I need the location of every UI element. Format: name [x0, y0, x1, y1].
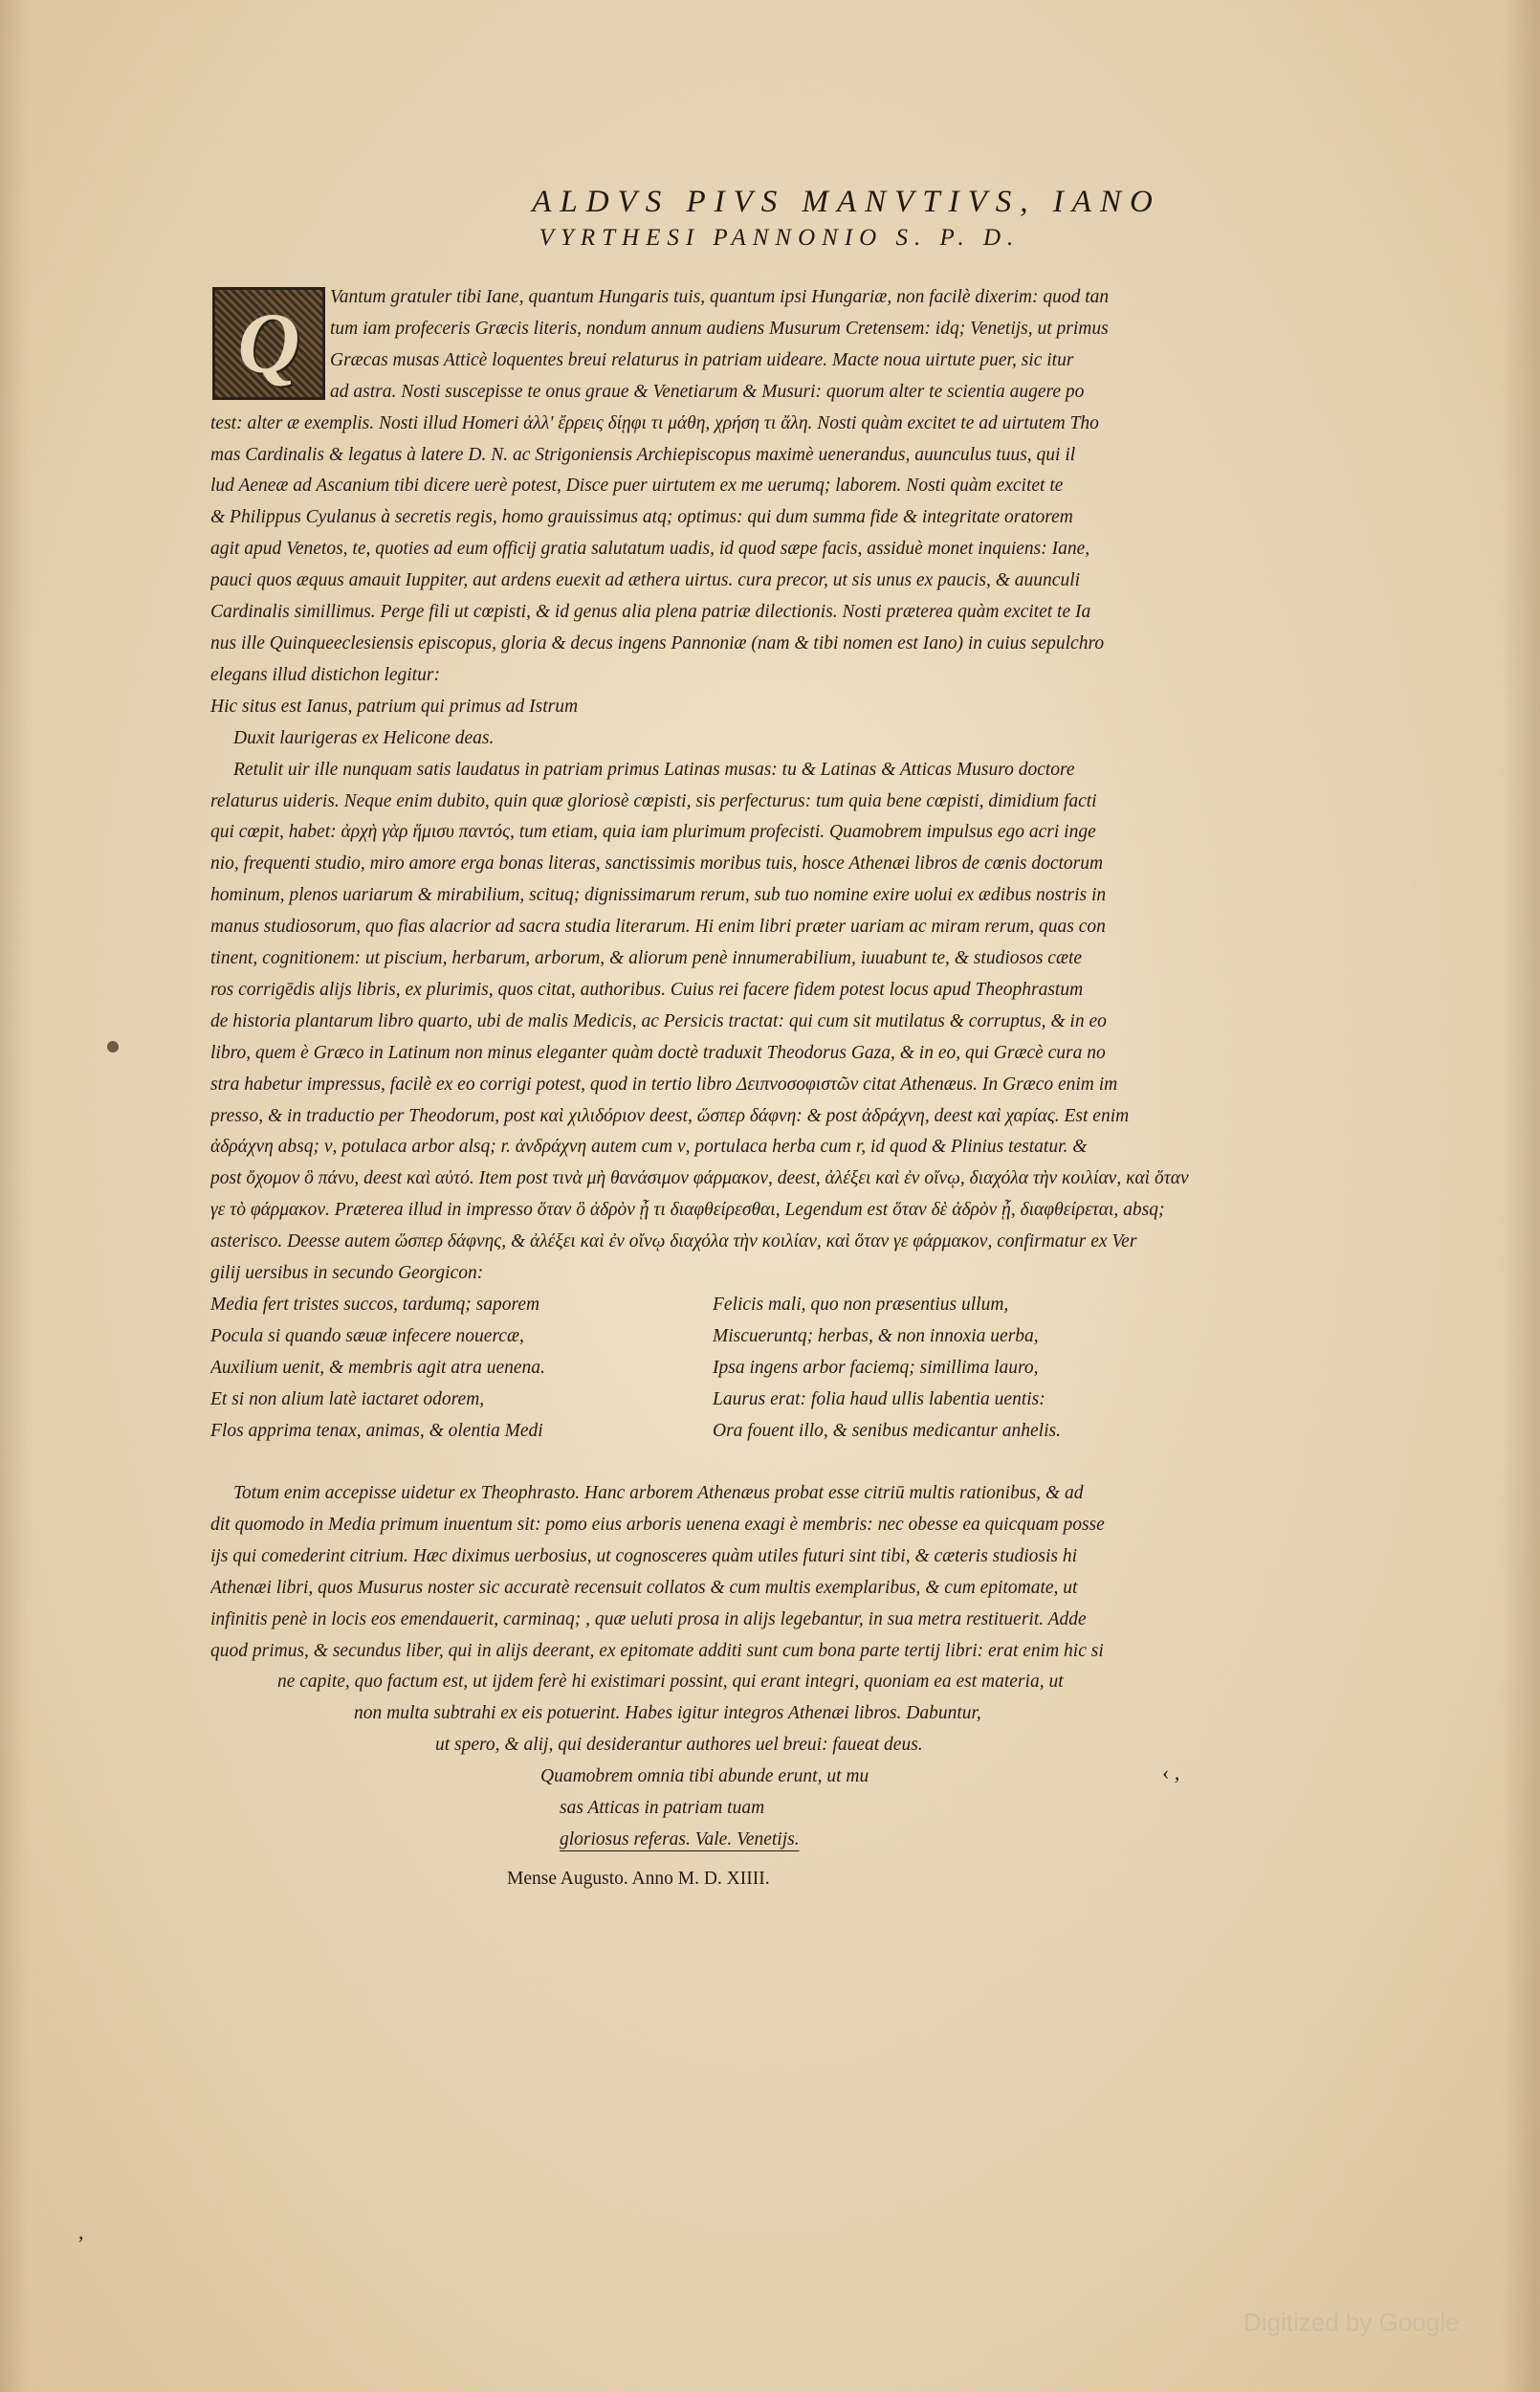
- text-line: hominum, plenos uariarum & mirabilium, scituq; dignissimarum rerum, sub tuo nomine exire uolui ex ædibus nostris in: [210, 885, 1107, 906]
- watermark: Digitized by Google: [1243, 2308, 1460, 2337]
- verse-line: Ipsa ingens arbor faciemq; simillima lauro,: [713, 1357, 1039, 1378]
- text-line: Totum enim accepisse uidetur ex Theophrasto. Hanc arborem Athenæus probat esse citriū multis rationibus, & ad: [233, 1483, 1084, 1503]
- dateline: Mense Augusto. Anno M. D. XIIII.: [507, 1868, 770, 1889]
- epitaph-line: Duxit laurigeras ex Helicone deas.: [233, 727, 495, 748]
- drop-cap-letter: Q: [237, 296, 300, 391]
- text-line: Retulit uir ille nunquam satis laudatus in patriam primus Latinas musas: tu & Latinas & Atticas Musuro doctore: [233, 759, 1075, 780]
- epitaph-line: Hic situs est Ianus, patrium qui primus ad Istrum: [210, 696, 579, 717]
- text-line: qui cœpit, habet: ἀρχὴ γὰρ ἥμισυ παντός, tum etiam, quia iam plurimum profecisti. Quamobrem impulsus ego acri inge: [210, 822, 1096, 843]
- text-line: non multa subtrahi ex eis potuerint. Habes igitur integros Athenæi libros. Dabuntur,: [354, 1703, 981, 1724]
- text-line: manus studiosorum, quo fias alacrior ad sacra studia literarum. Hi enim libri præter uariam ac miram rerum, quas con: [210, 917, 1106, 938]
- text-line: dit quomodo in Media primum inuentum sit: pomo eius arboris uenena exagi è membris: nec obesse ea quicquam posse: [210, 1514, 1105, 1535]
- heading-line-1: ALDVS PIVS MANVTIVS, IANO: [532, 185, 1161, 219]
- page-edge-left: [0, 0, 29, 2392]
- text-line: infinitis penè in locis eos emendauerit, carminaq; , quæ ueluti prosa in alijs legebantur, in sua metra restituerit. Adde: [210, 1608, 1087, 1629]
- text-line: presso, & in traductio per Theodorum, post καὶ χιλιδόριον deest, ὥσπερ δάφνη: & post ἀδράχνη, deest καὶ χαρίας. Est enim: [210, 1105, 1130, 1126]
- verse-line: Pocula si quando sæuæ infecere nouercæ,: [210, 1325, 524, 1346]
- verse-line: Media fert tristes succos, tardumq; saporem: [210, 1295, 540, 1315]
- text-line: elegans illud distichon legitur:: [210, 664, 440, 685]
- text-line: quod primus, & secundus liber, qui in alijs deerant, ex epitomate additi sunt cum bona parte tertij libri: erat enim hic si: [210, 1640, 1104, 1661]
- text-line: Græcas musas Atticè loquentes breui relaturus in patriam uideare. Macte noua uirtute puer, sic itur: [330, 349, 1074, 370]
- text-line: γε τὸ φάρμακον. Præterea illud in impresso ὅταν ὃ ἀδρὸν ᾖ τι διαφθείρεσθαι, Legendum est ὅταν δὲ ἀδρὸν ᾖ, διαφθείρεται, absq;: [210, 1200, 1165, 1221]
- text-line: ἀδράχνη absq; ν, potulaca arbor alsq; r. ἀνδράχνη autem cum ν, portulaca herba cum r, id quod & Plinius testatur. &: [210, 1137, 1088, 1158]
- verse-line: Miscueruntq; herbas, & non innoxia uerba,: [713, 1325, 1039, 1346]
- text-line: ros corrigēdis alijs libris, ex plurimis, quos citat, authoribus. Cuius rei facere fidem potest locus apud Theophrastum: [210, 979, 1084, 1000]
- verse-column-left: [210, 1290, 708, 1448]
- text-line: Athenæi libri, quos Musurus noster sic accuratè recensuit collatos & cum multis exemplaribus, & cum epitomate, ut: [210, 1577, 1078, 1598]
- text-line: ne capite, quo factum est, ut ijdem ferè hi existimari possint, qui erant integri, quoniam ea est materia, ut: [277, 1672, 1064, 1693]
- text-line: Cardinalis simillimus. Perge fili ut cœpisti, & id genus alia plena patriæ dilectionis. Nosti præterea quàm excitet te Ia: [210, 602, 1091, 623]
- text-line: ad astra. Nosti suscepisse te onus graue & Venetiarum & Musuri: quorum alter te scientia augere po: [330, 381, 1085, 402]
- verse-column-right: [713, 1290, 1210, 1448]
- text-line: gilij uersibus in secundo Georgicon:: [210, 1263, 484, 1284]
- letter-body: [210, 282, 1258, 1895]
- text-line: post ὄχομον ὃ πάνυ, deest καὶ αὐτό. Item post τινὰ μὴ θανάσιμον φάρμακον, deest, ἀλέξει καὶ ἐν οἴνῳ, διαχόλα τὴν κοιλίαν, καὶ ὅταν: [210, 1168, 1189, 1189]
- verse-line: Ora fouent illo, & senibus medicantur anhelis.: [713, 1420, 1061, 1441]
- text-line: asterisco. Deesse autem ὥσπερ δάφνης, & ἀλέξει καὶ ἐν οἴνῳ διαχόλα τὴν κοιλίαν, καὶ ὅταν γε φάρμακον, confirmatur ex Ver: [210, 1231, 1137, 1252]
- page-edge-right: [1502, 0, 1540, 2392]
- text-line: relaturus uideris. Neque enim dubito, quin quæ gloriosè cœpisti, sis perfecturus: tum quia bene cœpisti, dimidium facti: [210, 790, 1097, 811]
- text-line: Vantum gratuler tibi Iane, quantum Hungaris tuis, quantum ipsi Hungariæ, non facilè dixerim: quod tan: [330, 287, 1110, 307]
- text-line: lud Aeneæ ad Ascanium tibi dicere uerè potest, Disce puer uirtutem ex me uerumq; laborem. Nosti quàm excitet te: [210, 476, 1064, 497]
- text-line: ut spero, & alij, qui desiderantur authores uel breui: faueat deus.: [435, 1735, 923, 1756]
- text-line: nus ille Quinqueeclesiensis episcopus, gloria & decus ingens Pannoniæ (nam & tibi nomen est Iano) in cuius sepulchro: [210, 632, 1105, 653]
- text-line: libro, quem è Græco in Latinum non minus eleganter quàm doctè traduxit Theodorus Gaza, & in eo, qui Græcè cura no: [210, 1042, 1106, 1063]
- text-line: & Philippus Cyulanus à secretis regis, homo grauissimus atq; optimus: qui dum summa fide & integritate oratorem: [210, 507, 1073, 528]
- text-line: nio, frequenti studio, miro amore erga bonas literas, sanctissimis moribus tuis, hosce Athenæi libros de cœnis doctorum: [210, 853, 1104, 875]
- text-line: de historia plantarum libro quarto, ubi de malis Medicis, ac Persicis tractat: qui cum sit mutilatus & corruptus, & in eo: [210, 1010, 1107, 1031]
- text-line: stra habetur impressus, facilè ex eo corrigi potest, quod in tertio libro Δειπνοσοφιστῶν citat Athenæus. In Græco enim im: [210, 1074, 1118, 1095]
- virgil-verses: [210, 1290, 1258, 1478]
- heading-line-2: VYRTHESI PANNONIO S. P. D.: [539, 225, 1021, 251]
- binding-hole: [107, 1041, 119, 1052]
- text-line: tinent, cognitionem: ut piscium, herbarum, arborum, & aliorum penè innumerabilium, iuuabunt te, & studiosos cæte: [210, 948, 1083, 969]
- valediction: gloriosus referas. Vale. Venetijs.: [560, 1828, 800, 1849]
- verse-line: Flos apprima tenax, animas, & olentia Medi: [210, 1420, 543, 1441]
- text-line: Quamobrem omnia tibi abunde erunt, ut mu: [540, 1766, 869, 1787]
- text-line: test: alter æ exemplis. Nosti illud Homeri ἀλλ' ἔρρεις δίῃφι τι μάθη, χρήση τι ἄλη. Nosti quàm excitet te ad uirtutem Tho: [210, 412, 1099, 433]
- verse-line: Et si non alium latè iactaret odorem,: [210, 1388, 485, 1409]
- text-line: mas Cardinalis & legatus à latere D. N. ac Strigoniensis Archiepiscopus maximè uenerandus, auunculus tuus, qui il: [210, 444, 1076, 465]
- verse-line: Felicis mali, quo non præsentius ullum,: [713, 1295, 1009, 1315]
- verse-line: Laurus erat: folia haud ullis labentia uentis:: [713, 1388, 1045, 1409]
- verse-line: Auxilium uenit, & membris agit atra uenena.: [210, 1357, 545, 1378]
- text-line: sas Atticas in patriam tuam: [560, 1798, 765, 1819]
- text-line: ijs qui comederint citrium. Hæc diximus uerbosius, ut cognosceres quàm utiles futuri sint tibi, & cæteris studiosis hi: [210, 1545, 1077, 1566]
- text-line: agit apud Venetos, te, quoties ad eum officij gratia salutatum uadis, id quod sæpe facis, assiduè monet inquiens: Iane,: [210, 539, 1090, 560]
- ink-mark: ,: [78, 2220, 84, 2244]
- ink-mark: ‹ ,: [1162, 1761, 1180, 1784]
- text-line: tum iam profeceris Græcis literis, nondum annum audiens Musurum Cretensem: idq; Venetijs, ut primus: [330, 318, 1109, 339]
- text-line: pauci quos æquus amauit Iuppiter, aut ardens euexit ad æthera uirtus. cura precor, ut sis unus ex paucis, & auunculi: [210, 570, 1081, 591]
